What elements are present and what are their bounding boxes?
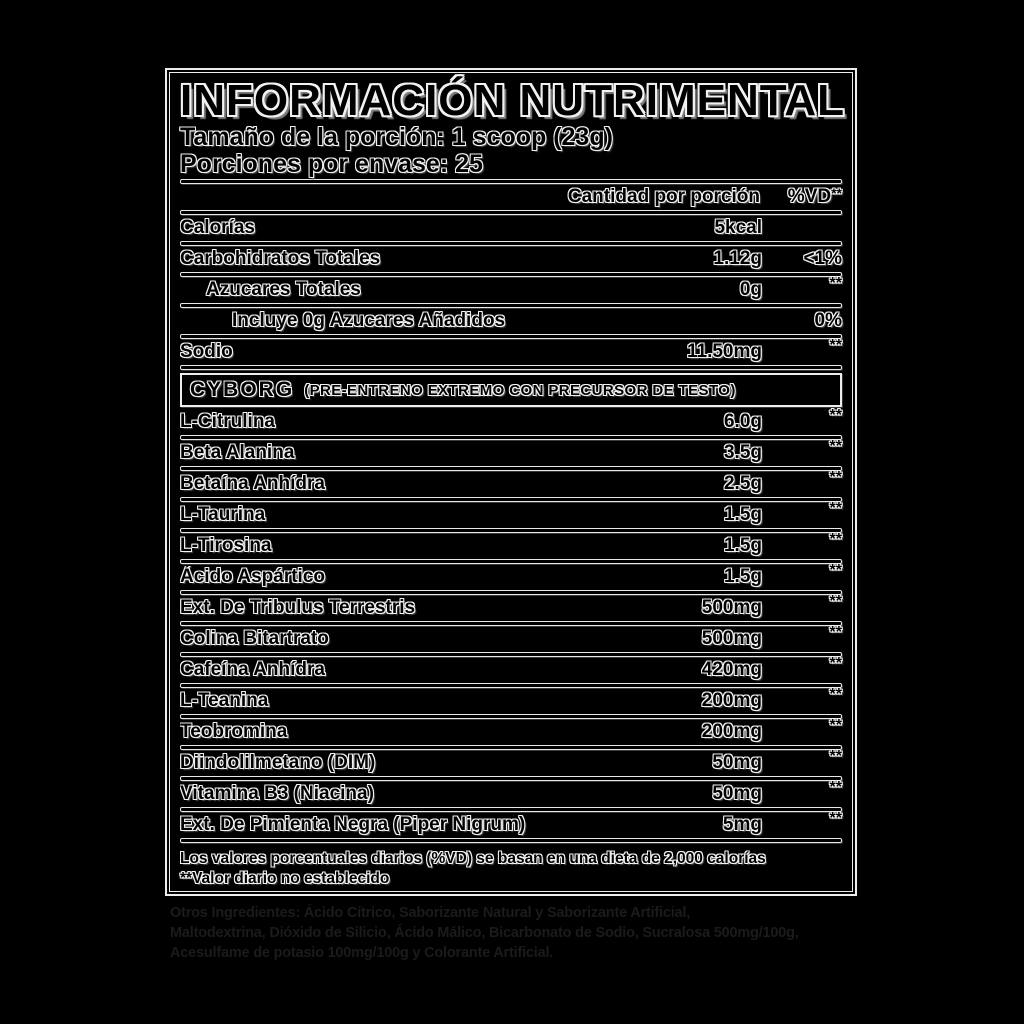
separator-bar xyxy=(180,621,842,626)
ingredient-dv: ** xyxy=(829,593,842,610)
nutrient-amount: 1.12g xyxy=(713,248,762,269)
ingredient-row xyxy=(180,779,842,806)
nutrient-amount: 0g xyxy=(739,279,762,300)
nutrient-row xyxy=(180,275,842,302)
ingredient-name: Ext. De Tribulus Terrestris xyxy=(180,597,416,618)
amount-column-header: Cantidad por porción xyxy=(567,186,760,207)
ingredient-name: L-Teanina xyxy=(180,690,269,711)
blend-header-box xyxy=(180,373,842,407)
nutrient-amount: 5kcal xyxy=(714,217,762,238)
separator-bar xyxy=(180,559,842,564)
ingredient-amount: 5mg xyxy=(722,814,762,835)
ingredient-amount: 200mg xyxy=(701,721,762,742)
separator-bar xyxy=(180,497,842,502)
ingredient-amount: 1.5g xyxy=(723,504,762,525)
separator-bar xyxy=(180,590,842,595)
ingredient-amount: 6.0g xyxy=(723,411,762,432)
separator-bar xyxy=(180,241,842,246)
ingredient-amount: 1.5g xyxy=(723,535,762,556)
ingredient-dv: ** xyxy=(829,779,842,796)
no-daily-value-footnote: **Valor diario no establecido xyxy=(180,870,390,887)
ingredient-row xyxy=(180,717,842,744)
ingredient-rows-section xyxy=(180,407,842,843)
ingredient-row xyxy=(180,810,842,837)
ingredient-amount: 1.5g xyxy=(723,566,762,587)
nutrient-dv: ** xyxy=(829,275,842,292)
separator-bar xyxy=(180,179,842,184)
ingredient-row xyxy=(180,438,842,465)
ingredient-name: Teobromina xyxy=(180,721,288,742)
nutrient-dv: 0% xyxy=(814,310,842,331)
other-ingredients-line: Otros Ingredientes: Ácido Cítrico, Saborizante Natural y Saborizante Artificial, xyxy=(170,905,691,921)
dv-column-header xyxy=(762,186,842,208)
nutrient-row xyxy=(180,309,842,333)
ingredient-amount: 500mg xyxy=(701,597,762,618)
nutrition-facts-inner-border xyxy=(169,72,853,892)
separator-bar xyxy=(180,435,842,440)
separator-bar xyxy=(180,303,842,308)
separator-bar xyxy=(180,807,842,812)
separator-bar xyxy=(180,365,842,370)
ingredient-row xyxy=(180,655,842,682)
ingredient-dv: ** xyxy=(829,717,842,734)
footnotes-section xyxy=(180,849,842,889)
ingredient-dv: ** xyxy=(829,531,842,548)
separator-bar xyxy=(180,334,842,339)
nutrient-name: Carbohidratos Totales xyxy=(180,248,381,269)
nutrient-dv: <1% xyxy=(803,248,842,269)
blend-subtitle: (PRE-ENTRENO EXTREMO CON PRECURSOR DE TESTO) xyxy=(304,381,736,399)
nutrient-name: Azucares Totales xyxy=(206,279,361,300)
separator-bar xyxy=(180,466,842,471)
separator-bar xyxy=(180,652,842,657)
other-ingredients-line: Maltodextrina, Dióxido de Silicio, Ácido Málico, Bicarbonato de Sodio, Sucralosa 500mg/100g, xyxy=(170,925,799,941)
ingredient-row xyxy=(180,624,842,651)
ingredient-row xyxy=(180,531,842,558)
separator-bar xyxy=(180,210,842,215)
separator-bar xyxy=(180,528,842,533)
ingredient-row xyxy=(180,562,842,589)
other-ingredients-line: Acesulfame de potasio 100mg/100g y Colorante Artificial. xyxy=(170,945,554,961)
ingredient-dv: ** xyxy=(829,469,842,486)
other-ingredients-section xyxy=(170,903,860,963)
servings-per-container-text: Porciones por envase: 25 xyxy=(180,150,483,178)
ingredient-name: Vitamina B3 (Niacina) xyxy=(180,783,374,804)
nutrient-name: Sodio xyxy=(180,341,233,362)
nutrient-name: Incluye 0g Azucares Añadidos xyxy=(232,310,506,331)
nutrient-name: Calorías xyxy=(180,217,255,238)
ingredient-name: Beta Alanina xyxy=(180,442,295,463)
ingredient-row xyxy=(180,686,842,713)
serving-size-text: Tamaño de la porción: 1 scoop (23g) xyxy=(180,123,613,151)
ingredient-amount: 50mg xyxy=(712,752,762,773)
ingredient-dv: ** xyxy=(829,748,842,765)
ingredient-name: L-Tirosina xyxy=(180,535,272,556)
ingredient-amount: 2.5g xyxy=(723,473,762,494)
ingredient-dv: ** xyxy=(829,686,842,703)
separator-bar xyxy=(180,776,842,781)
ingredient-name: L-Taurina xyxy=(180,504,266,525)
separator-bar xyxy=(180,714,842,719)
ingredient-dv: ** xyxy=(829,624,842,641)
ingredient-dv: ** xyxy=(829,438,842,455)
ingredient-dv: ** xyxy=(829,810,842,827)
ingredient-amount: 3.5g xyxy=(723,442,762,463)
nutrient-amount: 11.50mg xyxy=(687,341,762,362)
nutrient-dv: ** xyxy=(829,337,842,354)
ingredient-row xyxy=(180,748,842,775)
separator-bar xyxy=(180,745,842,750)
ingredient-name: L-Citrulina xyxy=(180,411,275,432)
nutrient-row xyxy=(180,337,842,364)
nutrient-row xyxy=(180,247,842,271)
dv-header-label: %VD xyxy=(787,186,832,207)
ingredient-name: Betaína Anhídra xyxy=(180,473,325,494)
dv-header-asterisks: ** xyxy=(831,185,842,201)
ingredient-row xyxy=(180,500,842,527)
ingredient-name: Ext. De Pimienta Negra (Piper Nigrum) xyxy=(180,814,526,835)
ingredient-name: Ácido Aspártico xyxy=(180,566,325,587)
ingredient-dv: ** xyxy=(829,500,842,517)
ingredient-name: Colina Bitartrato xyxy=(180,628,329,649)
ingredient-dv: ** xyxy=(829,562,842,579)
ingredient-row xyxy=(180,593,842,620)
macro-rows-section xyxy=(180,216,842,370)
ingredient-amount: 50mg xyxy=(712,783,762,804)
separator-bar xyxy=(180,683,842,688)
ingredient-amount: 420mg xyxy=(701,659,762,680)
ingredient-dv: ** xyxy=(829,655,842,672)
ingredient-name: Diindolilmetano (DIM) xyxy=(180,752,376,773)
ingredient-name: Cafeína Anhídra xyxy=(180,659,325,680)
ingredient-amount: 500mg xyxy=(701,628,762,649)
ingredient-row xyxy=(180,407,842,434)
blend-brand-name: CYBORG xyxy=(190,378,295,401)
separator-bar xyxy=(180,838,842,843)
ingredient-dv: ** xyxy=(829,407,842,424)
nutrition-title: INFORMACIÓN NUTRIMENTAL xyxy=(180,76,845,125)
daily-value-footnote: Los valores porcentuales diarios (%VD) se basan en una dieta de 2,000 calorías xyxy=(180,850,766,867)
column-header-row xyxy=(180,185,842,209)
nutrient-row xyxy=(180,216,842,240)
nutrition-facts-panel xyxy=(165,68,857,896)
separator-bar xyxy=(180,272,842,277)
ingredient-amount: 200mg xyxy=(701,690,762,711)
ingredient-row xyxy=(180,469,842,496)
